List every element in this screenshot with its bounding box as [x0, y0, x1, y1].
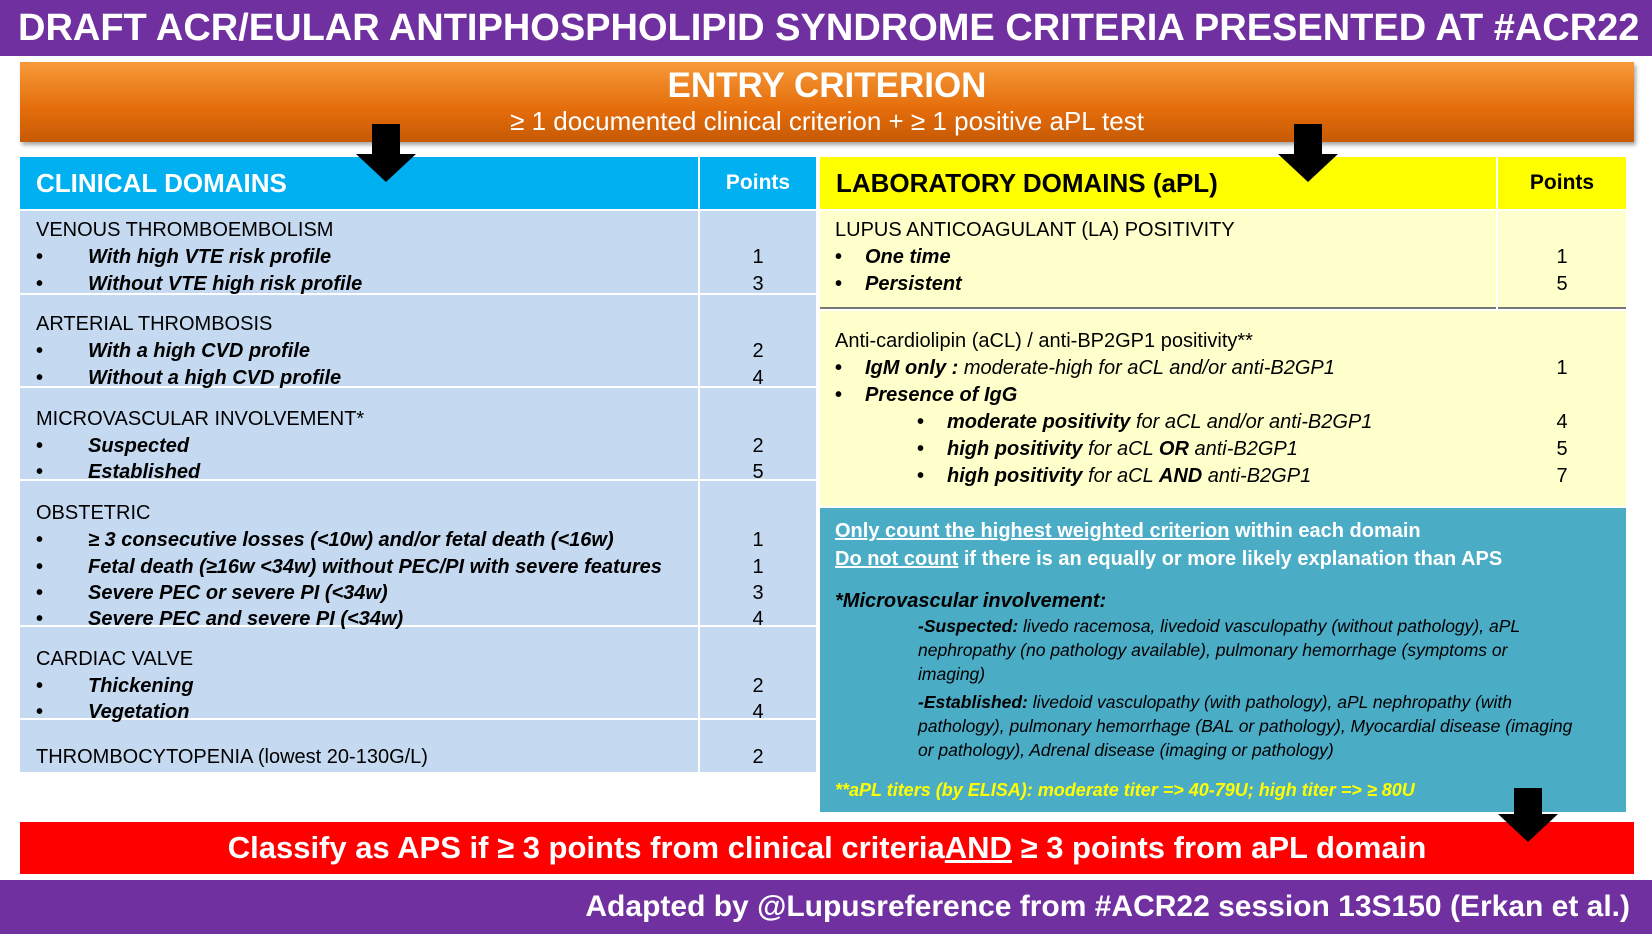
venous-title: VENOUS THROMBOEMBOLISM [36, 219, 334, 241]
points-value: 4 [1556, 411, 1568, 433]
list-item: • Vegetation [36, 701, 190, 723]
points-value: 7 [1556, 465, 1568, 487]
established-definition: -Established: livedoid vasculopathy (with pathology), aPL nephropathy (with pathology), pulmonary hemorrhage (BAL or pathology), Myocardial disease (imaging or pathology), Adrenal disease (imaging or pathology) [918, 692, 1573, 760]
points-value: 5 [1556, 438, 1568, 460]
entry-text: ≥ 1 documented clinical criterion + ≥ 1 positive aPL test [510, 106, 1144, 136]
list-item: • moderate positivity for aCL and/or anti-B2GP1 [917, 411, 1373, 433]
list-item: • With a high CVD profile [36, 340, 311, 362]
entry-criterion-box [20, 62, 1634, 142]
points-value: 1 [752, 529, 764, 551]
list-item: • high positivity for aCL AND anti-B2GP1 [917, 465, 1312, 487]
points-value: 4 [752, 701, 764, 723]
thrombocytopenia-title: THROMBOCYTOPENIA (lowest 20-130G/L) [36, 746, 428, 768]
list-item: • Fetal death (≥16w <34w) without PEC/PI with severe features [36, 556, 662, 578]
note-do-not-count: Do not count if there is an equally or more likely explanation than APS [835, 548, 1503, 570]
list-item: • Severe PEC or severe PI (<34w) [36, 582, 388, 604]
points-value: 5 [1556, 273, 1568, 295]
list-item: • Presence of IgG [835, 384, 1018, 406]
apl-titers-note: **aPL titers (by ELISA): moderate titer => 40-79U; high titer => ≥ 80U [835, 780, 1415, 800]
list-item: • Established [36, 461, 201, 483]
list-item: • Suspected [36, 435, 190, 457]
points-value: 2 [752, 746, 764, 768]
list-item: • ≥ 3 consecutive losses (<10w) and/or fetal death (<16w) [36, 529, 614, 551]
clinical-domains-header: CLINICAL DOMAINS [20, 157, 698, 209]
note-highest-weighted: Only count the highest weighted criterion within each domain [835, 520, 1421, 542]
points-value: 3 [752, 273, 764, 295]
list-item: • Thickening [36, 675, 194, 697]
points-value: 3 [752, 582, 764, 604]
suspected-definition: -Suspected: livedo racemosa, livedoid vasculopathy (without pathology), aPL nephropathy (no pathology available), pulmonary hemorrhage (symptoms or imaging) [918, 616, 1520, 684]
arrow-down-icon [1498, 788, 1558, 842]
list-item: • Without a high CVD profile [36, 367, 342, 389]
points-value: 2 [752, 340, 764, 362]
obstetric-title: OBSTETRIC [36, 502, 151, 524]
points-value: 5 [752, 461, 764, 483]
list-item: • With high VTE risk profile [36, 246, 332, 268]
list-item: • Without VTE high risk profile [36, 273, 363, 295]
points-value: 2 [752, 675, 764, 697]
list-item: • Severe PEC and severe PI (<34w) [36, 608, 404, 630]
entry-heading: ENTRY CRITERION [667, 66, 987, 105]
points-value: 1 [1556, 246, 1568, 268]
microvascular-note-title: *Microvascular involvement: [835, 590, 1107, 612]
arrow-down-icon [356, 124, 416, 182]
arterial-title: ARTERIAL THROMBOSIS [36, 313, 273, 335]
la-title: LUPUS ANTICOAGULANT (LA) POSITIVITY [835, 219, 1235, 241]
points-value: 4 [752, 367, 764, 389]
classification-rule: Classify as APS if ≥ 3 points from clinical criteria AND ≥ 3 points from aPL domain [20, 822, 1634, 874]
list-item: • Persistent [835, 273, 962, 295]
points-value: 1 [752, 246, 764, 268]
laboratory-domains-header: LABORATORY DOMAINS (aPL) [820, 157, 1496, 209]
acl-title: Anti-cardiolipin (aCL) / anti-BP2GP1 positivity** [835, 330, 1253, 352]
cardiac-valve-title: CARDIAC VALVE [36, 648, 194, 670]
laboratory-points-header: Points [1498, 157, 1626, 209]
list-item: • One time [835, 246, 951, 268]
points-value: 2 [752, 435, 764, 457]
list-item: • IgM only : moderate-high for aCL and/or anti-B2GP1 [835, 357, 1335, 379]
list-item: • high positivity for aCL OR anti-B2GP1 [917, 438, 1298, 460]
attribution-footer: Adapted by @Lupusreference from #ACR22 session 13S150 (Erkan et al.) [0, 880, 1652, 934]
page-title: DRAFT ACR/EULAR ANTIPHOSPHOLIPID SYNDROME CRITERIA PRESENTED AT #ACR22 [0, 0, 1652, 56]
points-value: 4 [752, 608, 764, 630]
arrow-down-icon [1278, 124, 1338, 182]
points-value: 1 [1556, 357, 1568, 379]
microvascular-title: MICROVASCULAR INVOLVEMENT* [36, 408, 365, 430]
points-value: 1 [752, 556, 764, 578]
clinical-points-header: Points [700, 157, 816, 209]
